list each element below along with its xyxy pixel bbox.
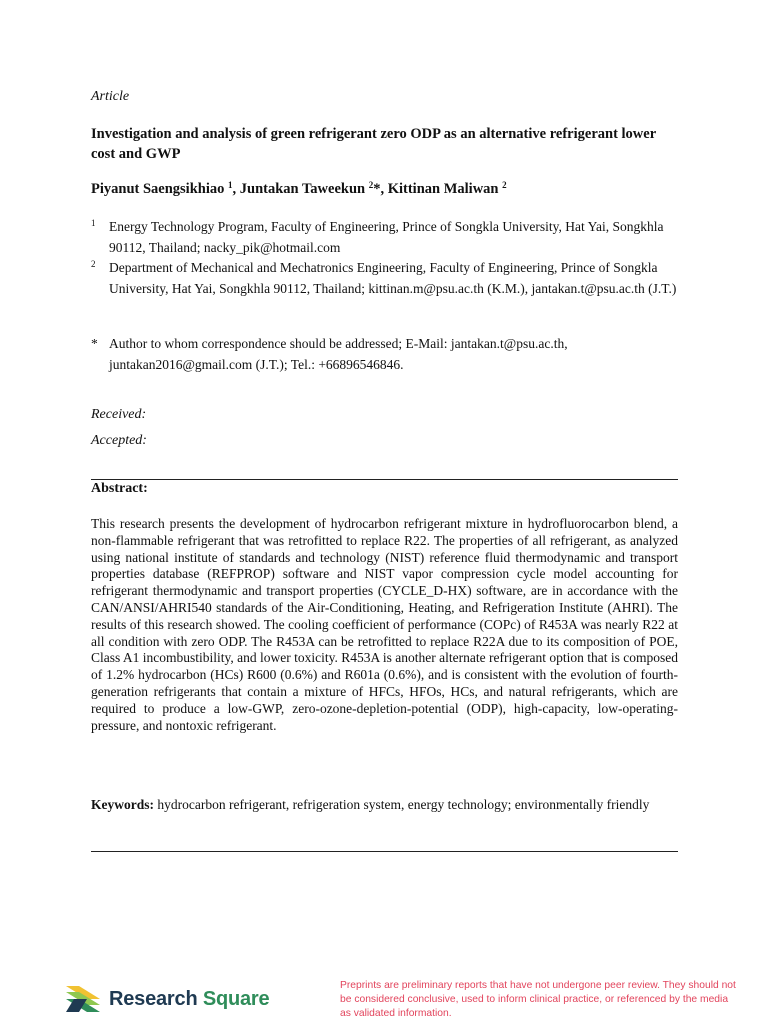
abstract-bottom-divider (91, 851, 678, 852)
author-list (91, 180, 507, 198)
author-name: Piyanut Saengsikhiao (91, 181, 225, 197)
author-affiliation-mark: 1 (228, 180, 233, 190)
wordmark-square: Square (202, 987, 270, 1010)
author-name: Kittinan Maliwan (387, 181, 499, 197)
author-name: Juntakan Taweekun (239, 181, 366, 197)
affiliation-text: Department of Mechanical and Mechatronics Engineering, Faculty of Engineering, Prince of Songkla University, Hat Yai, Songkhla 90112, Thailand; kittinan.m@psu.ac.th (K.M.), jantakan.t@psu.ac.th (J.T.) (109, 260, 677, 296)
affiliation-number: 2 (91, 259, 96, 269)
received-label: Received: (91, 407, 147, 422)
author-separator: *, (373, 181, 388, 197)
affiliation-2 (91, 257, 681, 299)
author-affiliation-mark: 2 (502, 180, 507, 190)
abstract-heading: Abstract: (91, 481, 148, 496)
accepted-label: Accepted: (91, 433, 147, 448)
abstract-body: This research presents the development of hydrocarbon refrigerant mixture in hydrofluorocarbon blend, a non-flammable refrigerant that was retrofitted to replace R22. The properties of all refrigerant, as analyzed using national institute of standards and technology (NIST) reference fluid thermodynamic and transport properties database (REFPROP) software and NIST vapor compression cycle model accounting for refrigerant thermodynamic and transport properties (CYCLE_D-HX) software, are in accordance with the CAN/ANSI/AHRI540 standards of the Air-Conditioning, Heating, and Refrigeration Institute (AHRI). The results of this research showed. The cooling coefficient of performance (COPc) of R453A was nearly R22 at all condition with zero ODP. The R453A can be retrofitted to replace R22A due to its composition of POE, Class A1 incombustibility, and lower toxicity. R453A is another alternate refrigerant option that is composed of 1.2% hydrocarbon (HCs) R600 (0.6%) and R601a (0.6%), and is consistent with the evolution of fourth-generation refrigerants that contain a mixture of HFCs, HFOs, HCs, and natural refrigerants, which are required to produce a low-GWP, zero-ozone-depletion-potential (ODP), high-capacity, low-operating-pressure, and nontoxic refrigerant. (91, 516, 678, 733)
author-separator: , (232, 181, 240, 197)
wordmark-research: Research (109, 987, 198, 1010)
research-square-logo[interactable] (64, 983, 269, 1015)
author-affiliation-mark: 2 (368, 180, 374, 190)
keywords (91, 797, 678, 814)
abstract-top-divider (91, 479, 678, 480)
keywords-label: Keywords: (91, 797, 154, 812)
correspondence-note (91, 333, 681, 375)
preprint-disclaimer: Preprints are preliminary reports that have not undergone peer review. They should not be considered conclusive, used to inform clinical practice, or referenced by the media as validated information. (340, 980, 736, 1019)
keywords-text: hydrocarbon refrigerant, refrigeration system, energy technology; environmentally friendly (157, 797, 650, 812)
affiliation-number: 1 (91, 218, 96, 228)
correspondence-text: Author to whom correspondence should be addressed; E-Mail: jantakan.t@psu.ac.th, juntakan2016@gmail.com (J.T.); Tel.: +66896546846. (109, 336, 568, 372)
research-square-wordmark (109, 988, 269, 1011)
article-type-label: Article (91, 89, 130, 104)
research-square-logo-icon (64, 983, 102, 1015)
correspondence-marker: * (91, 336, 98, 351)
affiliation-1 (91, 216, 681, 258)
affiliation-text: Energy Technology Program, Faculty of Engineering, Prince of Songkla University, Hat Yai, Songkhla 90112, Thailand; nacky_pik@hotmail.com (109, 219, 664, 255)
paper-title: Investigation and analysis of green refrigerant zero ODP as an alternative refrigerant lower cost and GWP (91, 126, 656, 162)
